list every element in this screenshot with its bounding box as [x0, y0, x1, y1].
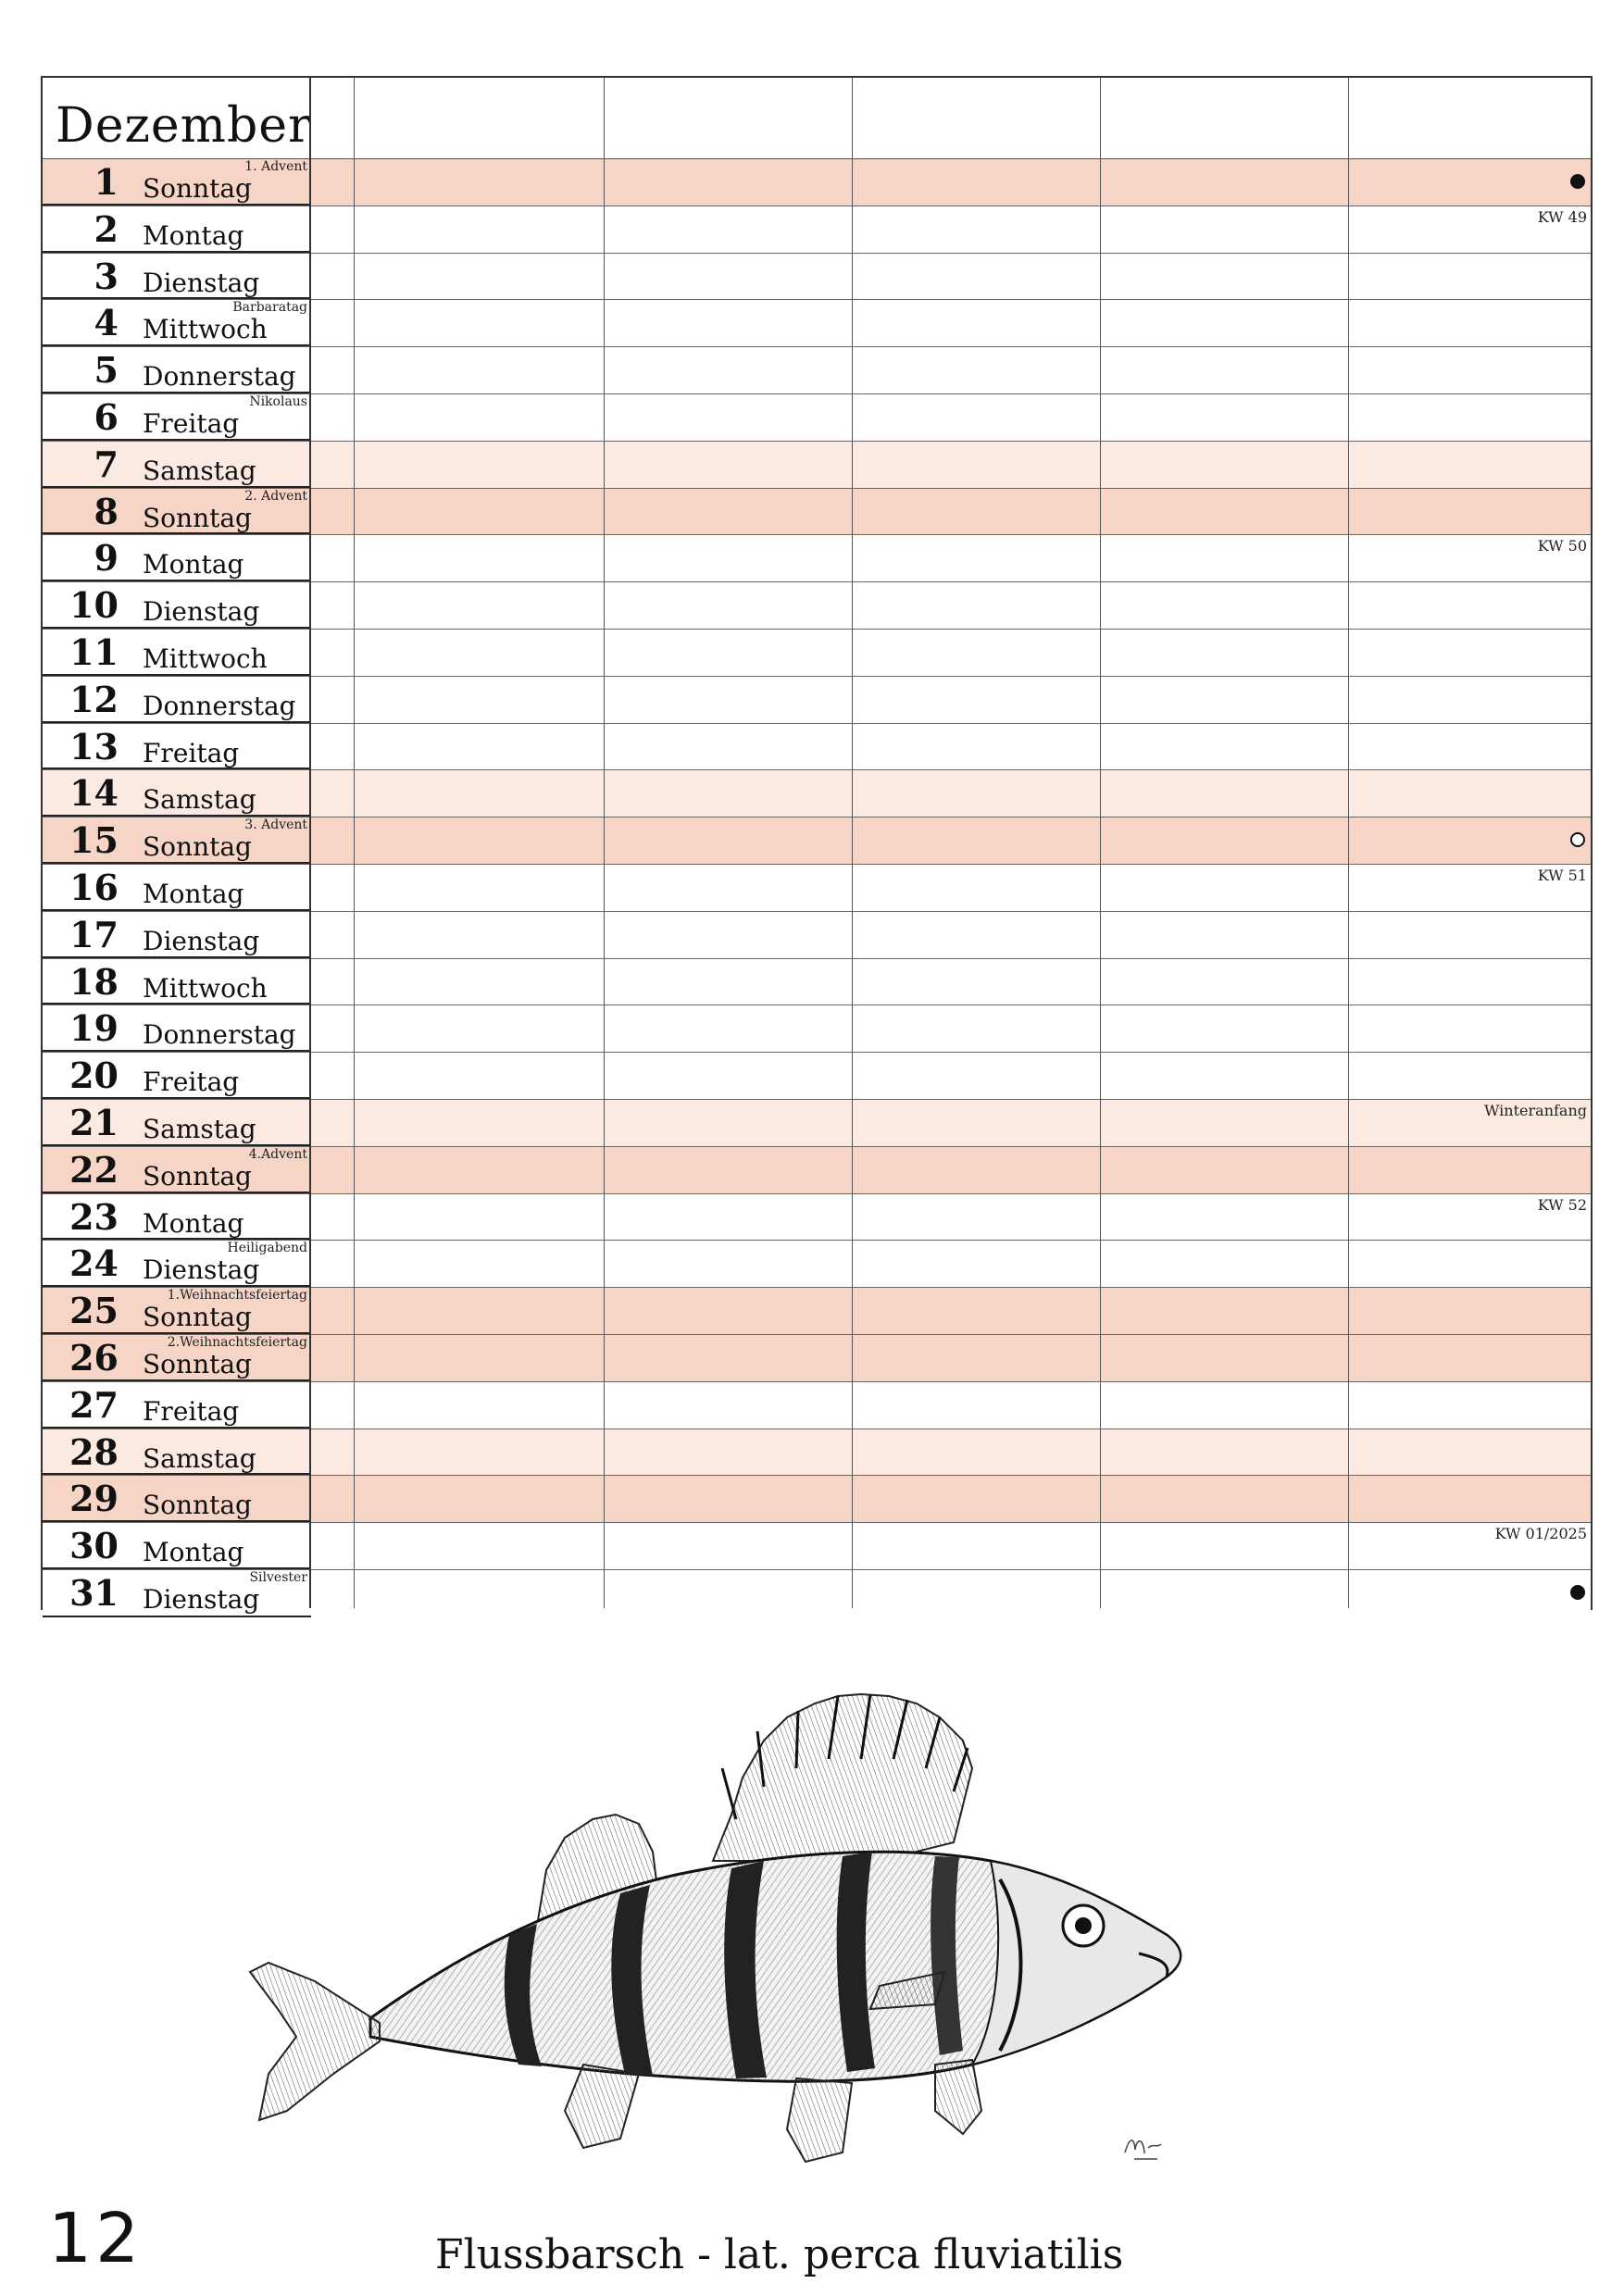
row-note: Winteranfang [1484, 1102, 1587, 1119]
day-number: 6 [94, 396, 119, 438]
weekday-name: Montag [143, 549, 244, 580]
weekday-name: Mittwoch [143, 972, 268, 1004]
day-row [43, 1194, 1591, 1242]
column-divider [1100, 78, 1101, 1608]
day-number: 5 [94, 349, 119, 392]
new-moon-icon [1570, 832, 1585, 847]
day-label-cell [43, 817, 311, 864]
weekday-name: Mittwoch [143, 643, 268, 674]
day-row [43, 489, 1591, 536]
day-number: 24 [69, 1242, 119, 1285]
weekday-name: Mittwoch [143, 314, 268, 345]
weekday-name: Freitag [143, 737, 240, 768]
day-number: 1 [94, 161, 119, 203]
day-number: 26 [69, 1337, 119, 1379]
row-note: KW 01/2025 [1494, 1525, 1587, 1543]
day-column-divider [309, 78, 311, 1608]
day-label-cell [43, 959, 311, 1005]
day-label-cell [43, 1241, 311, 1287]
full-moon-icon [1570, 174, 1585, 189]
day-row [43, 865, 1591, 912]
day-number: 16 [69, 867, 119, 908]
weekday-name: Donnerstag [143, 361, 296, 393]
weekday-name: Montag [143, 219, 244, 251]
day-label-cell [43, 254, 311, 300]
day-label-cell [43, 912, 311, 958]
day-label-cell [43, 1382, 311, 1429]
weekday-name: Dienstag [143, 1584, 260, 1615]
holiday-label: Heiligabend [227, 1241, 307, 1256]
day-row [43, 724, 1591, 771]
holiday-label: 1. Advent [244, 159, 307, 174]
day-number: 14 [69, 772, 119, 815]
fish-dorsal-fin [713, 1694, 972, 1861]
day-number: 10 [69, 584, 119, 627]
holiday-label: 3. Advent [244, 817, 307, 833]
day-label-cell [43, 206, 311, 253]
day-number: 25 [69, 1290, 119, 1332]
row-note: KW 52 [1537, 1195, 1587, 1214]
day-number: 13 [69, 725, 119, 767]
column-divider [604, 78, 605, 1608]
row-note: KW 51 [1537, 867, 1587, 884]
page-number: 12 [48, 2199, 144, 2278]
holiday-label: 4.Advent [248, 1146, 307, 1162]
day-label-cell [43, 1053, 311, 1099]
day-number: 19 [69, 1007, 119, 1050]
day-number: 18 [69, 960, 119, 1003]
day-row [43, 1100, 1591, 1147]
fish-head [972, 1861, 1181, 2065]
day-row [43, 1335, 1591, 1382]
day-row [43, 394, 1591, 442]
day-number: 28 [69, 1430, 119, 1473]
day-row [43, 817, 1591, 865]
day-row [43, 677, 1591, 724]
day-number: 21 [69, 1102, 119, 1143]
day-row [43, 1288, 1591, 1335]
day-number: 15 [69, 819, 119, 862]
day-number: 12 [69, 678, 119, 720]
row-note: KW 50 [1537, 537, 1587, 555]
day-number: 8 [94, 490, 119, 532]
weekday-name: Samstag [143, 455, 256, 486]
day-label-cell [43, 1429, 311, 1476]
weekday-name: Sonntag [143, 1490, 252, 1521]
day-label-cell [43, 347, 311, 393]
day-number: 17 [69, 913, 119, 955]
day-number: 29 [69, 1478, 119, 1520]
weekday-name: Sonntag [143, 1349, 252, 1379]
day-row [43, 300, 1591, 347]
day-row [43, 1523, 1591, 1570]
day-row [43, 912, 1591, 959]
weekday-name: Sonntag [143, 1160, 252, 1192]
day-number: 3 [94, 255, 119, 297]
day-label-cell [43, 1194, 311, 1241]
weekday-name: Freitag [143, 408, 240, 439]
day-row [43, 206, 1591, 254]
day-row [43, 582, 1591, 630]
weekday-name: Freitag [143, 1395, 240, 1427]
day-label-cell [43, 1476, 311, 1522]
holiday-label: Silvester [249, 1570, 307, 1585]
day-label-cell [43, 1100, 311, 1146]
day-row [43, 630, 1591, 677]
day-label-cell [43, 724, 311, 770]
weekday-name: Donnerstag [143, 690, 296, 721]
column-divider [852, 78, 853, 1608]
column-divider [354, 78, 355, 1608]
day-label-cell [43, 442, 311, 488]
day-label-cell [43, 1335, 311, 1381]
day-row [43, 535, 1591, 582]
day-row [43, 1382, 1591, 1429]
row-note: KW 49 [1537, 207, 1587, 226]
day-label-cell [43, 394, 311, 441]
weekday-name: Dienstag [143, 925, 260, 956]
day-number: 22 [69, 1148, 119, 1191]
day-label-cell [43, 770, 311, 817]
day-label-cell [43, 1147, 311, 1193]
day-row [43, 1570, 1591, 1617]
day-number: 7 [94, 443, 119, 485]
day-label-cell [43, 489, 311, 535]
day-number: 20 [69, 1054, 119, 1097]
day-row [43, 1429, 1591, 1477]
weekday-name: Montag [143, 1207, 244, 1239]
day-label-cell [43, 677, 311, 723]
day-row [43, 254, 1591, 301]
weekday-name: Sonntag [143, 831, 252, 863]
day-row [43, 442, 1591, 489]
weekday-name: Dienstag [143, 1254, 260, 1286]
day-row [43, 159, 1591, 206]
calendar-grid [41, 76, 1593, 1615]
weekday-name: Montag [143, 879, 244, 909]
fish-tail [250, 1963, 380, 2120]
holiday-label: Barbaratag [232, 300, 307, 316]
weekday-name: Samstag [143, 1114, 256, 1144]
weekday-name: Sonntag [143, 173, 252, 204]
day-row [43, 1476, 1591, 1523]
species-caption: Flussbarsch - lat. perca fluviatilis [435, 2231, 1124, 2278]
day-row [43, 1147, 1591, 1194]
day-label-cell [43, 1005, 311, 1052]
day-row [43, 770, 1591, 817]
artist-signature [1125, 2140, 1161, 2159]
day-number: 9 [94, 537, 119, 580]
day-label-cell [43, 1288, 311, 1334]
weekday-name: Donnerstag [143, 1019, 296, 1051]
day-row [43, 1053, 1591, 1100]
perch-illustration [231, 1629, 1259, 2203]
holiday-label: Nikolaus [249, 394, 307, 409]
column-divider [1348, 78, 1349, 1608]
calendar-header [43, 78, 1591, 159]
day-label-cell [43, 630, 311, 676]
day-number: 11 [69, 631, 119, 673]
day-row [43, 347, 1591, 394]
day-number: 4 [94, 302, 119, 344]
day-label-cell [43, 300, 311, 346]
day-label-cell [43, 1523, 311, 1569]
holiday-label: 2. Advent [244, 488, 307, 504]
weekday-name: Samstag [143, 784, 256, 816]
full-moon-icon [1570, 1585, 1585, 1600]
day-number: 31 [69, 1572, 119, 1614]
day-number: 23 [69, 1195, 119, 1238]
day-row [43, 1005, 1591, 1053]
day-number: 30 [69, 1525, 119, 1567]
weekday-name: Sonntag [143, 502, 252, 533]
weekday-name: Freitag [143, 1067, 240, 1098]
weekday-name: Dienstag [143, 596, 260, 628]
day-label-cell [43, 1570, 311, 1617]
day-label-cell [43, 159, 311, 206]
day-number: 2 [94, 207, 119, 250]
weekday-name: Samstag [143, 1442, 256, 1474]
day-number: 27 [69, 1383, 119, 1426]
day-row [43, 1241, 1591, 1288]
day-row [43, 959, 1591, 1006]
day-label-cell [43, 582, 311, 629]
weekday-name: Dienstag [143, 267, 260, 298]
weekday-name: Sonntag [143, 1302, 252, 1333]
holiday-label: 1.Weihnachtsfeiertag [167, 1288, 307, 1304]
holiday-label: 2.Weihnachtsfeiertag [167, 1335, 307, 1350]
month-title: Dezember [56, 98, 312, 154]
day-label-cell [43, 865, 311, 911]
weekday-name: Montag [143, 1537, 244, 1568]
day-label-cell [43, 535, 311, 581]
